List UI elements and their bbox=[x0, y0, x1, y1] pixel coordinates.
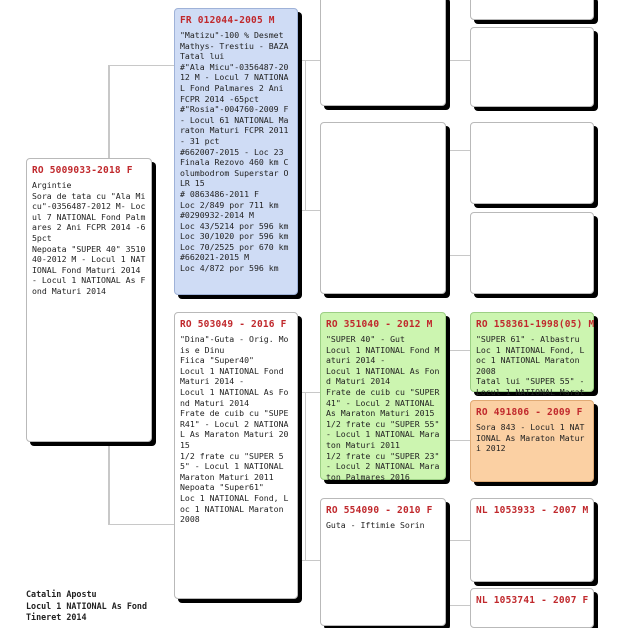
breeder-name: Catalin Apostu bbox=[26, 589, 97, 599]
breeder-category: Tineret 2014 bbox=[26, 612, 87, 622]
ring-number: RO 554090 - 2010 F bbox=[326, 505, 433, 516]
connector-line bbox=[298, 392, 320, 393]
pedigree-card-dam-dam[interactable] bbox=[320, 498, 446, 626]
connector-line bbox=[298, 560, 320, 561]
pigeon-description: Guta - Iftimie Sorin bbox=[326, 520, 425, 530]
pedigree-card-sire-dam[interactable] bbox=[320, 122, 446, 294]
pedigree-card-gg-4[interactable] bbox=[470, 212, 594, 294]
pedigree-card-sire[interactable] bbox=[174, 8, 298, 295]
pedigree-card-dam[interactable] bbox=[174, 312, 298, 599]
connector-line bbox=[298, 60, 320, 61]
connector-line bbox=[305, 60, 306, 210]
breeder-note bbox=[26, 589, 147, 624]
connector-line bbox=[448, 540, 470, 541]
breeder-achievement: Locul 1 NATIONAL As Fond bbox=[26, 600, 148, 611]
connector-line bbox=[108, 524, 174, 525]
ring-number: RO 5009033-2018 F bbox=[32, 165, 133, 176]
ring-number: RO 158361-1998(05) M bbox=[476, 319, 595, 330]
ring-number: NL 1053741 - 2007 F bbox=[476, 595, 589, 606]
pigeon-description: Argintie Sora de tata cu "Ala Micu"-0356487-2012 M- Locul 7 NATIONAL Fond Palmares 2 Ani FCPR 2014 -65pct Nepoata "SUPER 40" 351040-2012 M - Locul 1 NATIONAL Fond Maturi 2014 - Locul 1 NATIONAL As Fond Maturi 2014 bbox=[32, 180, 146, 296]
connector-line bbox=[448, 350, 470, 351]
pedigree-card-gg-1[interactable] bbox=[470, 0, 594, 20]
pigeon-description: Sora 843 - Locul 1 NATIONAL As Maraton Maturi 2012 bbox=[476, 422, 585, 454]
pigeon-description: "Dina"-Guta - Orig. Mois e Dinu Fiica "Super40" Locul 1 NATIONAL Fond Maturi 2014 - Locul 1 NATIONAL As Fond Maturi 2014 Frate de cuib cu "SUPER41" - Locul 2 NATIONAL As Maraton Maturi 2015 1/2 frate cu "SUPER 55" - Locul 1 NATIONAL Maraton Maturi 2011 Nepoata "Super61" Loc 1 NATIONAL Fond, Loc 1 NATIONAL Maraton 2008 bbox=[180, 334, 289, 525]
pedigree-card-dam-sire-dam[interactable] bbox=[470, 400, 594, 482]
pedigree-card-dam-dam-dam[interactable] bbox=[470, 588, 594, 628]
connector-line bbox=[108, 65, 174, 66]
connector-line bbox=[448, 440, 470, 441]
connector-line bbox=[448, 605, 470, 606]
connector-line bbox=[448, 60, 470, 61]
pedigree-card-dam-sire-sire[interactable] bbox=[470, 312, 595, 397]
ring-number: RO 491806 - 2009 F bbox=[476, 407, 583, 418]
connector-line bbox=[448, 255, 470, 256]
connector-line bbox=[448, 150, 470, 151]
pedigree-card-sire-sire[interactable] bbox=[320, 0, 446, 106]
ring-number: FR 012044-2005 M bbox=[180, 15, 275, 26]
connector-line bbox=[298, 210, 320, 211]
pigeon-description: "SUPER 61" - Albastru Loc 1 NATIONAL Fond, Loc 1 NATIONAL Maraton 2008 Tatal lui "SUPER 55" - Locul 1 NATIONAL Marat bbox=[476, 334, 585, 397]
pedigree-card-dam-sire[interactable] bbox=[320, 312, 446, 480]
pigeon-description: "Matizu"-100 % Desmet Mathys- Trestiu - BAZA Tatal lui #"Ala Micu"-0356487-2012 M - Locul 7 NATIONAL Fond Palmares 2 Ani FCPR 2014 -65pct #"Rosia"-004760-2009 F - Locul 61 NATIONAL Maraton Maturi FCPR 2011 - 31 pct #662007-2015 - Loc 23 Finala Rezovo 460 km Columbodrom Superstar OLR 15 # 0863486-2011 F Loc 2/849 por 711 km #0290932-2014 M Loc 43/5214 por 596 km Loc 30/1020 por 596 km Loc 70/2525 por 670 km #662021-2015 M Loc 4/872 por 596 km bbox=[180, 30, 289, 274]
pedigree-card-main[interactable] bbox=[26, 158, 152, 442]
pigeon-description: "SUPER 40" - Gut Locul 1 NATIONAL Fond Maturi 2014 - Locul 1 NATIONAL As Fond Maturi 2014 Frate de cuib cu "SUPER41" - Locul 2 NATIONAL As Maraton Maturi 2015 1/2 frate cu "SUPER 55" - Locul 1 NATIONAL Maraton Maturi 2011 1/2 frate cu "SUPER 23" - Locul 2 NATIONAL Maraton Palmares 2016 bbox=[326, 334, 440, 482]
pedigree-card-gg-2[interactable] bbox=[470, 27, 594, 107]
connector-line bbox=[305, 392, 306, 560]
ring-number: RO 351040 - 2012 M bbox=[326, 319, 433, 330]
ring-number: RO 503049 - 2016 F bbox=[180, 319, 287, 330]
pedigree-card-dam-dam-sire[interactable] bbox=[470, 498, 594, 582]
ring-number: NL 1053933 - 2007 M bbox=[476, 505, 589, 516]
pedigree-card-gg-3[interactable] bbox=[470, 122, 594, 204]
